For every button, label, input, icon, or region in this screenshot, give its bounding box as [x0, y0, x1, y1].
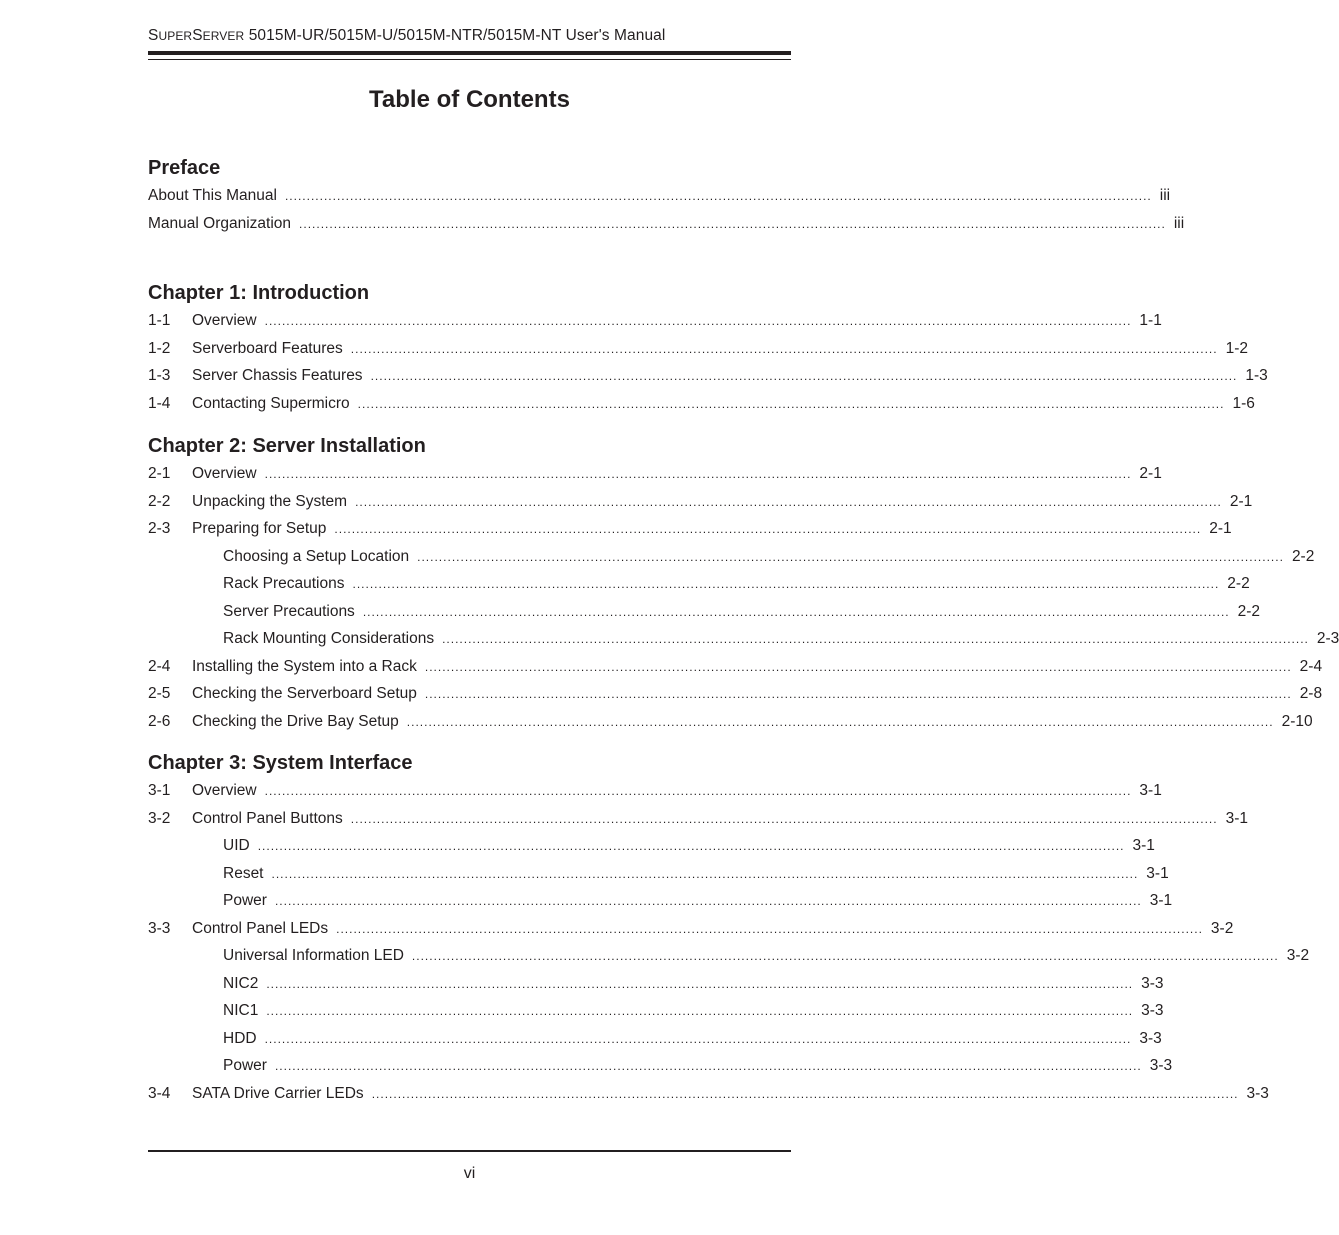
toc-entry-page: 2-2 — [1227, 575, 1250, 592]
toc-entry-page: 2-3 — [1316, 630, 1339, 647]
dot-leader: ........................................................................................................................................................................................................ — [442, 632, 1309, 646]
toc-entry[interactable] — [148, 465, 1162, 485]
toc-entry-page: iii — [1173, 214, 1185, 232]
toc-entry-number: 1-4 — [148, 394, 171, 412]
toc-entry-number: 1-3 — [148, 367, 171, 384]
toc-entry[interactable] — [148, 547, 1315, 568]
toc-entry-label: Reset — [223, 864, 264, 882]
toc-entry[interactable] — [148, 712, 1313, 733]
dot-leader: ........................................................................................................................................................................................................ — [274, 1059, 1142, 1073]
toc-entry[interactable] — [148, 1029, 1162, 1050]
toc-entry-page: 2-4 — [1299, 657, 1323, 675]
toc-entry[interactable] — [148, 1002, 1164, 1022]
toc-entry-number: 2-4 — [148, 657, 171, 675]
toc-entry[interactable] — [148, 837, 1155, 857]
toc-entry-page: 1-3 — [1245, 367, 1268, 384]
toc-entry[interactable] — [148, 974, 1164, 995]
toc-entry[interactable] — [148, 394, 1255, 415]
dot-leader: ........................................................................................................................................................................................................ — [424, 659, 1292, 674]
running-header — [148, 27, 665, 45]
header-title-part: S — [148, 27, 159, 44]
dot-leader: ........................................................................................................................................................................................................ — [370, 369, 1238, 383]
dot-leader: ........................................................................................................................................................................................................ — [336, 921, 1203, 936]
section-heading: Chapter 3: System Interface — [148, 752, 413, 774]
footer-page-number: vi — [463, 1165, 476, 1182]
toc-entry[interactable] — [148, 312, 1162, 332]
toc-entry-label: Installing the System into a Rack — [192, 657, 417, 675]
toc-entry-page: 2-1 — [1139, 465, 1162, 482]
toc-entry-label: Overview — [192, 312, 257, 329]
toc-entry-label: UID — [223, 837, 250, 854]
dot-leader: ........................................................................................................................................................................................................ — [299, 216, 1166, 231]
dot-leader: ........................................................................................................................................................................................................ — [350, 341, 1218, 356]
toc-entry[interactable] — [148, 947, 1310, 967]
dot-leader: ........................................................................................................................................................................................................ — [350, 811, 1218, 826]
section-heading: Preface — [148, 157, 221, 179]
toc-entry-label: SATA Drive Carrier LEDs — [192, 1084, 364, 1102]
toc-entry-number: 2-3 — [148, 520, 171, 537]
toc-entry-page: 3-3 — [1246, 1084, 1269, 1102]
toc-entry-label: Manual Organization — [148, 214, 292, 232]
dot-leader: ........................................................................................................................................................................................................ — [266, 976, 1134, 991]
toc-entry-label: Overview — [192, 782, 257, 799]
dot-leader: ........................................................................................................................................................................................................ — [371, 1086, 1239, 1101]
toc-entry[interactable] — [148, 575, 1250, 595]
toc-entry-label: Unpacking the System — [192, 492, 348, 510]
dot-leader: ........................................................................................................................................................................................................ — [357, 396, 1225, 411]
toc-entry-number: 3-1 — [148, 782, 171, 799]
toc-entry-label: Server Chassis Features — [192, 367, 363, 384]
toc-entry[interactable] — [148, 520, 1232, 540]
toc-entry-number: 1-2 — [148, 339, 171, 357]
toc-entry-label: Choosing a Setup Location — [223, 547, 410, 565]
toc-entry[interactable] — [148, 367, 1268, 387]
toc-entry-number: 3-2 — [148, 809, 171, 827]
toc-entry-page: 2-1 — [1229, 492, 1253, 510]
toc-entry-label: Control Panel LEDs — [192, 919, 329, 937]
toc-entry-page: 3-3 — [1149, 1057, 1173, 1074]
toc-entry-label: Contacting Supermicro — [192, 394, 350, 412]
dot-leader: ........................................................................................................................................................................................................ — [274, 894, 1142, 908]
toc-entry-page: 2-8 — [1299, 685, 1323, 702]
toc-entry[interactable] — [148, 339, 1248, 360]
dot-leader: ........................................................................................................................................................................................................ — [266, 1004, 1134, 1018]
dot-leader: ........................................................................................................................................................................................................ — [264, 1031, 1132, 1046]
dot-leader: ........................................................................................................................................................................................................ — [264, 314, 1132, 328]
page-title: Table of Contents — [369, 86, 570, 113]
toc-entry-page: 3-1 — [1146, 864, 1169, 882]
toc-entry-number: 3-4 — [148, 1084, 171, 1102]
dot-leader: ........................................................................................................................................................................................................ — [264, 784, 1132, 798]
toc-entry-page: 3-1 — [1132, 837, 1155, 854]
toc-entry[interactable] — [148, 214, 1185, 235]
dot-leader: ........................................................................................................................................................................................................ — [362, 604, 1230, 619]
toc-entry-number: 2-2 — [148, 492, 171, 510]
toc-entry-page: iii — [1159, 187, 1171, 204]
toc-entry[interactable] — [148, 187, 1171, 207]
header-title-part: UPER — [158, 29, 193, 43]
toc-entry-number: 2-1 — [148, 465, 171, 482]
toc-entry-page: 1-1 — [1139, 312, 1162, 329]
dot-leader: ........................................................................................................................................................................................................ — [257, 839, 1125, 853]
dot-leader: ........................................................................................................................................................................................................ — [334, 522, 1202, 536]
dot-leader: ........................................................................................................................................................................................................ — [417, 549, 1284, 564]
header-rule-thin — [148, 59, 791, 60]
toc-entry[interactable] — [148, 782, 1162, 802]
toc-entry-label: Rack Precautions — [223, 575, 345, 592]
header-title-part: 5015M-UR/5015M-U/5015M-NTR/5015M-NT User's Manual — [244, 27, 666, 44]
toc-entry[interactable] — [148, 657, 1323, 678]
toc-entry-number: 2-5 — [148, 685, 171, 702]
toc-entry[interactable] — [148, 864, 1169, 885]
toc-entry-page: 2-2 — [1291, 547, 1315, 565]
dot-leader: ........................................................................................................................................................................................................ — [352, 577, 1220, 591]
toc-entry-page: 3-1 — [1149, 892, 1173, 909]
toc-entry-label: About This Manual — [148, 187, 277, 204]
dot-leader: ........................................................................................................................................................................................................ — [424, 687, 1292, 701]
toc-entry-page: 2-10 — [1281, 712, 1313, 730]
dot-leader: ........................................................................................................................................................................................................ — [406, 714, 1274, 729]
toc-entry-label: Server Precautions — [223, 602, 355, 620]
toc-entry-page: 3-3 — [1141, 974, 1164, 992]
toc-entry-page: 1-6 — [1232, 394, 1255, 412]
toc-entry-page: 3-3 — [1139, 1029, 1162, 1047]
toc-entry[interactable] — [148, 492, 1253, 513]
toc-entry-label: NIC2 — [223, 974, 259, 992]
toc-entry-page: 3-3 — [1141, 1002, 1164, 1019]
toc-entry-label: Preparing for Setup — [192, 520, 327, 537]
toc-entry[interactable] — [148, 1084, 1269, 1105]
toc-entry-label: Power — [223, 892, 267, 909]
toc-entry[interactable] — [148, 919, 1234, 940]
toc-entry-label: Rack Mounting Considerations — [223, 630, 435, 647]
dot-leader: ........................................................................................................................................................................................................ — [411, 949, 1279, 963]
toc-entry-page: 1-2 — [1225, 339, 1248, 357]
toc-entry-label: Checking the Drive Bay Setup — [192, 712, 399, 730]
section-heading: Chapter 1: Introduction — [148, 282, 370, 304]
toc-entry-label: NIC1 — [223, 1002, 259, 1019]
toc-entry-label: HDD — [223, 1029, 257, 1047]
toc-entry-page: 3-2 — [1286, 947, 1310, 964]
toc-entry-page: 3-1 — [1139, 782, 1162, 799]
dot-leader: ........................................................................................................................................................................................................ — [355, 494, 1222, 509]
toc-entry[interactable] — [148, 630, 1339, 650]
toc-entry-page: 2-1 — [1209, 520, 1232, 537]
toc-entry[interactable] — [148, 1057, 1173, 1077]
toc-entry-number: 3-3 — [148, 919, 171, 937]
toc-entry[interactable] — [148, 602, 1261, 623]
toc-entry-page: 3-2 — [1210, 919, 1234, 937]
toc-entry-label: Serverboard Features — [192, 339, 343, 357]
toc-entry-label: Universal Information LED — [223, 947, 404, 964]
toc-entry[interactable] — [148, 892, 1173, 912]
header-rule-thick — [148, 51, 791, 55]
toc-entry-label: Overview — [192, 465, 257, 482]
dot-leader: ........................................................................................................................................................................................................ — [264, 467, 1132, 481]
header-title-part: ERVER — [202, 29, 245, 43]
toc-entry-number: 2-6 — [148, 712, 171, 730]
section-heading: Chapter 2: Server Installation — [148, 435, 426, 457]
toc-entry[interactable] — [148, 809, 1248, 830]
toc-entry-label: Control Panel Buttons — [192, 809, 343, 827]
toc-entry-number: 1-1 — [148, 312, 171, 329]
toc-entry-label: Checking the Serverboard Setup — [192, 685, 417, 702]
toc-entry[interactable] — [148, 685, 1323, 705]
footer-rule — [148, 1150, 791, 1152]
header-title-part: S — [192, 27, 203, 44]
toc-entry-label: Power — [223, 1057, 267, 1074]
dot-leader: ........................................................................................................................................................................................................ — [271, 866, 1139, 881]
toc-entry-page: 2-2 — [1237, 602, 1261, 620]
dot-leader: ........................................................................................................................................................................................................ — [284, 189, 1152, 203]
toc-entry-page: 3-1 — [1225, 809, 1248, 827]
